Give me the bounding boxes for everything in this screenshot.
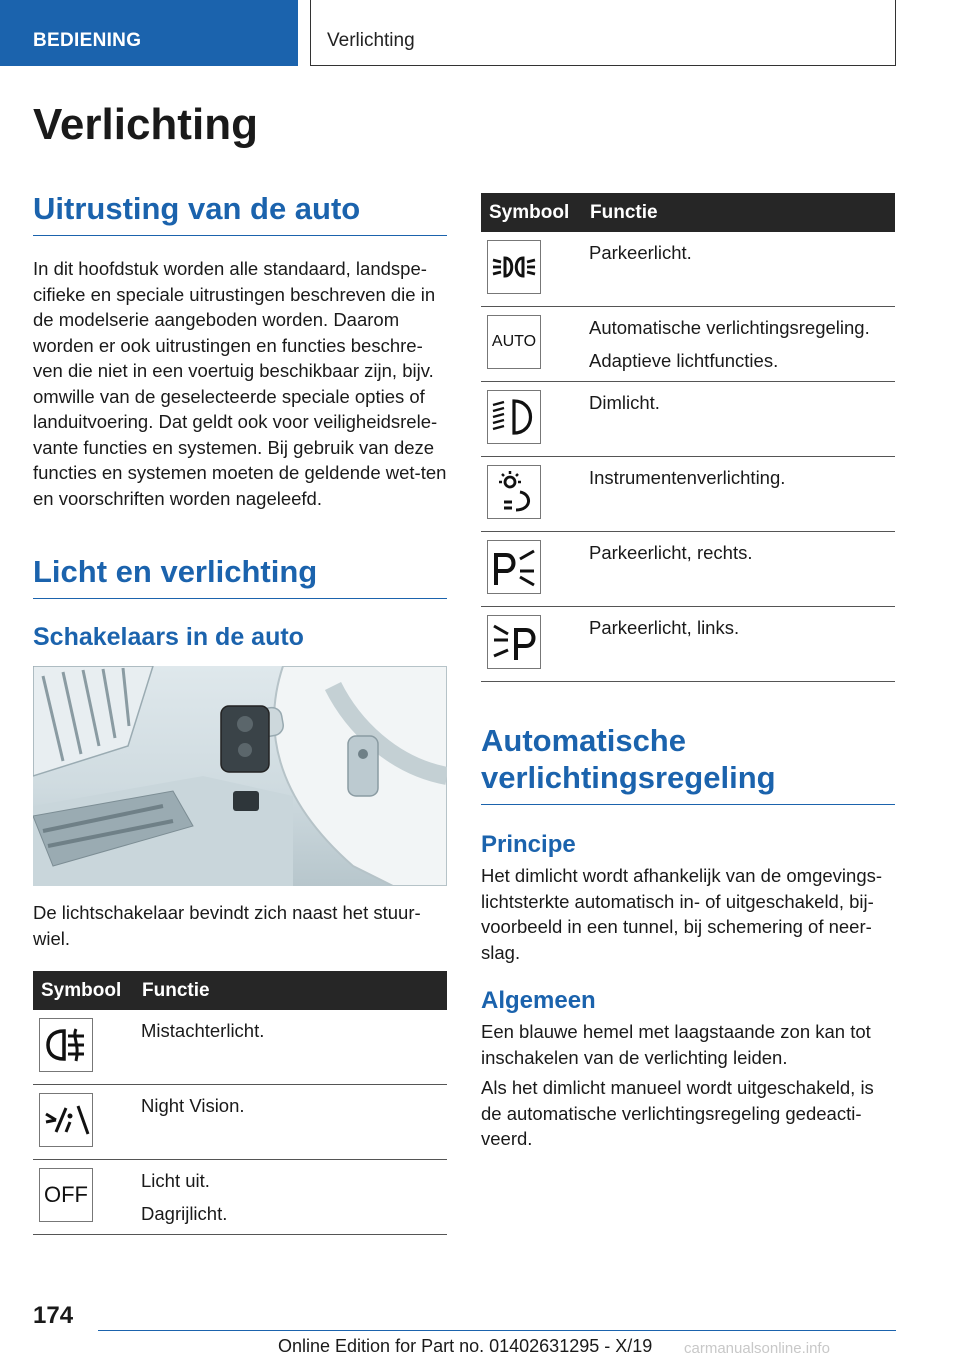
table-header-function: Functie [590, 201, 658, 223]
auto-icon: AUTO [491, 333, 537, 350]
parking-light-left-icon [490, 618, 538, 666]
general-text-2: Als het dimlicht manueel wordt uitgeschakeld, is de automatische verlichtingsregeling gedeacti-veerd. [481, 1077, 874, 1150]
equipment-text: In dit hoofdstuk worden alle standaard, landspe-cifieke en speciale uitrustingen beschreven die in de modelserie aangeboden worden. Daarom worden er ook uitrustingen en functies beschre-ven die niet in een voertuig beschikbaar zijn, bijv. omwille van de geselecteerde speciale opties of landuitvoering. Dat geldt ook voor veiligheidsrele-vante functies en systemen. Bij gebruik van deze functies en systemen moeten de geldende wet-ten en voorschriften worden nageleefd. [33, 258, 447, 509]
symbol-table-right [481, 193, 895, 682]
row-function: Dagrijlicht. [141, 1202, 228, 1224]
watermark: carmanualsonline.info [684, 1340, 830, 1357]
parking-light-icon [490, 243, 538, 291]
row-function: Licht uit. [141, 1170, 210, 1192]
row-function: Night Vision. [141, 1095, 245, 1117]
auto-lighting-heading-line2: verlichtingsregeling [481, 760, 776, 796]
table-row [481, 382, 895, 457]
principle-text: Het dimlicht wordt afhankelijk van de omgevings-lichtsterkte automatisch in- of uitgeschakeld, bij-voorbeeld in een tunnel, bij schemering of neer-slag. [481, 865, 883, 963]
table-row [33, 1085, 447, 1160]
row-function: Instrumentenverlichting. [589, 467, 786, 488]
principle-heading: Principe [481, 831, 576, 859]
table-row [481, 307, 895, 382]
row-function: Parkeerlicht, links. [589, 617, 740, 638]
equipment-heading: Uitrusting van de auto [33, 190, 447, 236]
table-row [481, 532, 895, 607]
row-function: Mistachterlicht. [141, 1020, 265, 1042]
header-section-label: BEDIENING [0, 0, 298, 66]
auto-lighting-heading-line1: Automatische [481, 723, 686, 758]
table-header [33, 971, 447, 1010]
general-heading: Algemeen [481, 987, 596, 1015]
off-icon: OFF [44, 1182, 88, 1208]
page-title: Verlichting [33, 100, 258, 149]
table-row [481, 607, 895, 682]
table-row [33, 1010, 447, 1085]
left-column [33, 190, 447, 1235]
instrument-lighting-icon [490, 468, 538, 516]
page-number: 174 [33, 1302, 74, 1329]
auto-lighting-heading [481, 722, 895, 805]
footer-divider [98, 1330, 896, 1331]
table-header-symbol: Symbool [41, 979, 122, 1001]
right-column [481, 193, 895, 1152]
table-row [481, 232, 895, 307]
general-text-1: Een blauwe hemel met laagstaande zon kan tot inschakelen van de verlichting leiden. [481, 1021, 871, 1068]
table-header-function: Functie [142, 979, 210, 1001]
symbol-table-left [33, 971, 447, 1235]
row-function: Parkeerlicht, rechts. [589, 542, 753, 563]
footer-edition: Online Edition for Part no. 01402631295 - X/19 [278, 1336, 653, 1356]
night-vision-icon [42, 1096, 90, 1144]
rear-fog-light-icon [42, 1021, 90, 1069]
header-topic-label: Verlichting [310, 0, 896, 66]
row-function: Parkeerlicht. [589, 242, 692, 263]
switch-caption: De lichtschakelaar bevindt zich naast het stuur-wiel. [33, 902, 421, 949]
parking-light-right-icon [490, 543, 538, 591]
table-row [481, 457, 895, 532]
switches-heading: Schakelaars in de auto [33, 623, 304, 652]
low-beam-icon [490, 393, 538, 441]
row-function: Automatische verlichtingsregeling. [589, 317, 870, 338]
row-function: Dimlicht. [589, 392, 660, 413]
table-header [481, 193, 895, 232]
light-switch-illustration [33, 666, 447, 886]
light-heading: Licht en verlichting [33, 553, 447, 599]
row-function: Adaptieve lichtfuncties. [589, 349, 779, 371]
table-row [33, 1160, 447, 1235]
light-switch-photo [33, 666, 447, 886]
table-header-symbol: Symbool [489, 201, 570, 223]
